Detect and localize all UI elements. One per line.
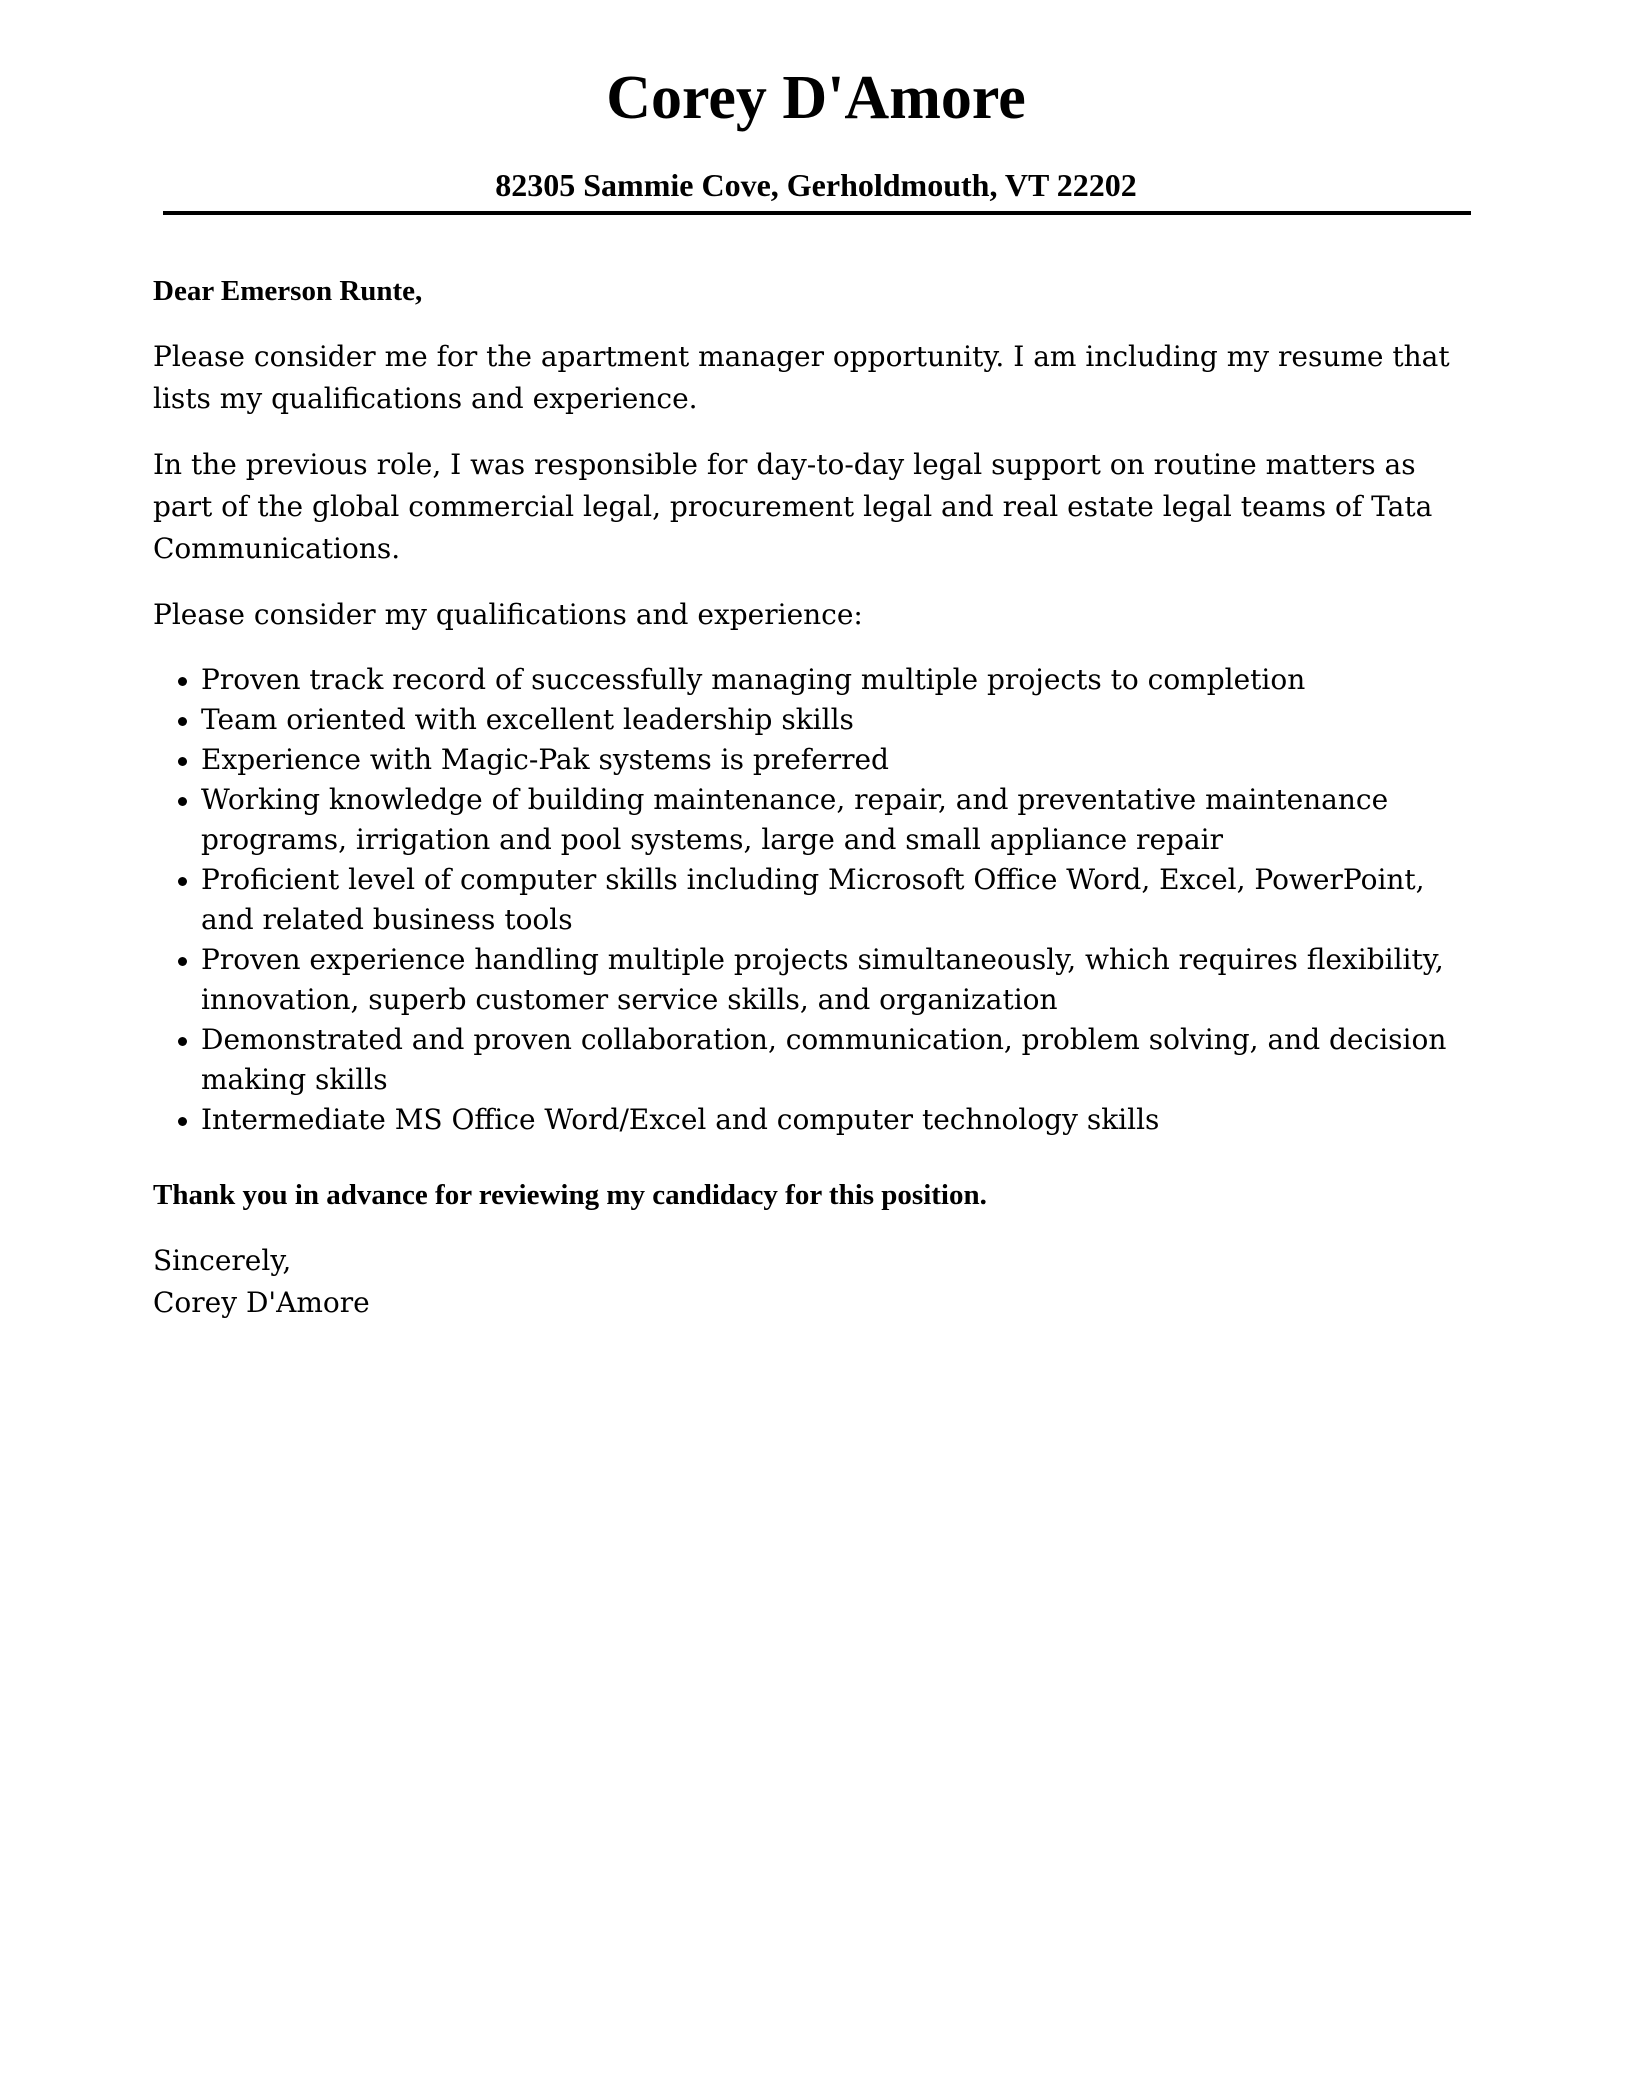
signature-name: Corey D'Amore [153,1286,370,1319]
intro-paragraph: Please consider me for the apartment manager opportunity. I am including my resume that lists my qualifications and experience. [153,340,1450,415]
letter-body [153,270,1473,1324]
list-item: Working knowledge of building maintenance, repair, and preventative maintenance programs, irrigation and pool systems, large and small appliance repair [153,780,1473,860]
list-item: Demonstrated and proven collaboration, communication, problem solving, and decision making skills [153,1020,1473,1100]
applicant-address: 82305 Sammie Cove, Gerholdmouth, VT 22202 [495,167,1137,203]
list-item: Team oriented with excellent leadership skills [153,700,1473,740]
salutation: Dear Emerson Runte, [153,275,423,307]
list-item: Experience with Magic-Pak systems is preferred [153,740,1473,780]
header-divider [163,211,1471,215]
qualifications-intro: Please consider my qualifications and experience: [153,598,863,631]
list-item: Proven track record of successfully managing multiple projects to completion [153,660,1473,700]
list-item: Intermediate MS Office Word/Excel and computer technology skills [153,1100,1473,1140]
signoff: Sincerely, [153,1244,292,1277]
applicant-name: Corey D'Amore [606,64,1026,132]
closing-statement: Thank you in advance for reviewing my candidacy for this position. [153,1179,987,1211]
experience-paragraph: In the previous role, I was responsible for day-to-day legal support on routine matters as part of the global commercial legal, procurement legal and real estate legal teams of Tata Communications. [153,448,1433,565]
list-item: Proven experience handling multiple projects simultaneously, which requires flexibility, innovation, superb customer service skills, and organization [153,940,1473,1020]
qualifications-list [153,660,1473,1140]
list-item: Proficient level of computer skills including Microsoft Office Word, Excel, PowerPoint, and related business tools [153,860,1473,940]
